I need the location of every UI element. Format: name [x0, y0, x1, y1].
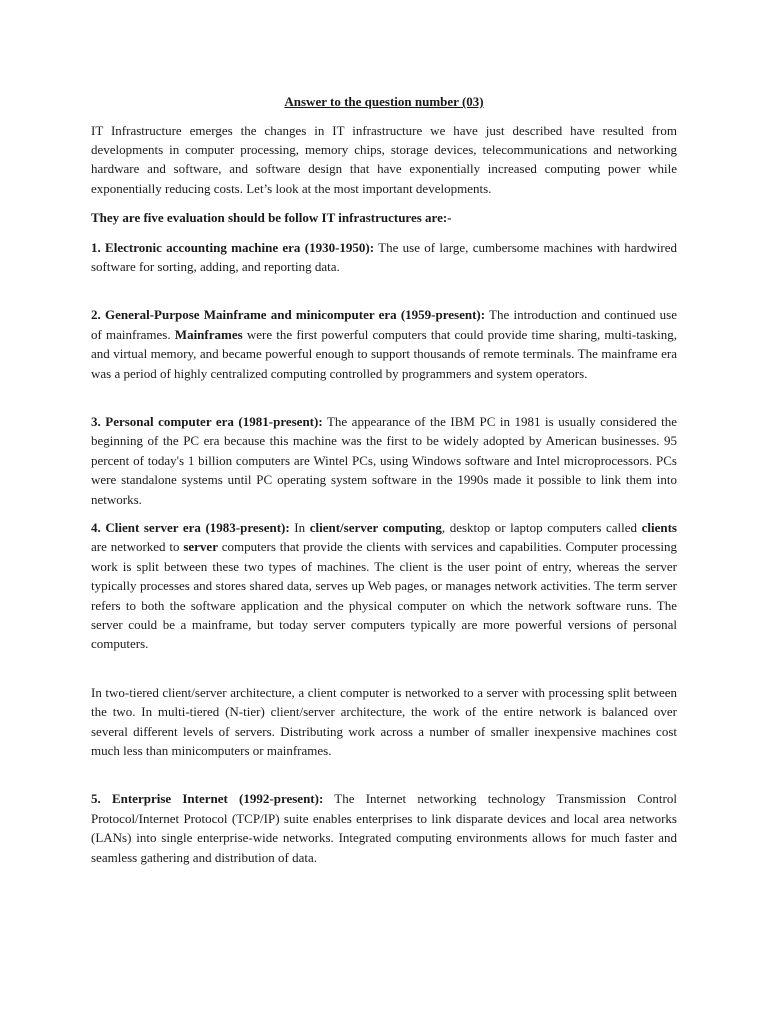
section-5-heading: 5. Enterprise Internet (1992-present): [91, 791, 324, 807]
intro-paragraph: IT Infrastructure emerges the changes in IT infrastructure we have just described have resulted from developments in computer processing, memory chips, storage devices, telecommunications and networking hardware and software, and software design that have exponentially increased computing power while exponentially reducing costs. Let’s look at the most important developments. [91, 122, 677, 196]
section-3-text: The appearance of the IBM PC in 1981 is usually considered the beginning of the PC era because this machine was the first to be widely adopted by American businesses. 95 percent of today's 1 billion computers are Wintel PCs, using Windows software and Intel microprocessors. PCs were standalone systems until PC operating system software in the 1990s made it possible to link them into networks. [91, 413, 677, 507]
section-4-paragraph [91, 518, 677, 654]
section-1-heading: 1. Electronic accounting machine era (1930-1950): [91, 239, 375, 255]
document-page [91, 92, 677, 867]
section-2-paragraph [91, 305, 677, 383]
section-2-heading: 2. General-Purpose Mainframe and minicomputer era (1959-present): [91, 307, 486, 323]
section-5-paragraph [91, 789, 677, 867]
section-4-text-a: In [289, 520, 310, 535]
section-4-text-d: computers that provide the clients with services and capabilities. Computer processing work is split between these two types of machines. The client is the user point of entry, whereas the server typically processes and stores shared data, serves up Web pages, or manages network activities. The term server refers to both the software application and the physical computer on which the network software runs. The server could be a mainframe, but today server computers typically are more powerful versions of personal computers. [91, 539, 677, 652]
section-4-heading: 4. Client server era (1983-present): [91, 520, 290, 535]
section-1-paragraph [91, 238, 677, 277]
section-4-text-b: , desktop or laptop computers called [441, 520, 642, 535]
section-2-bold-a: Mainframes [174, 326, 243, 342]
subheading: They are five evaluation should be follow IT infrastructures are:- [91, 210, 452, 226]
section-2-text-b: were the first powerful computers that could provide time sharing, multi-tasking, and virtual memory, and became powerful enough to support thousands of remote terminals. The mainframe era was a period of highly centralized computing controlled by programmers and system operators. [91, 326, 678, 381]
section-1-text: The use of large, cumbersome machines with hardwired software for sorting, adding, and reporting data. [91, 239, 677, 274]
document-title: Answer to the question number (03) [284, 94, 484, 109]
section-4-bold-b: clients [641, 520, 677, 535]
section-4-paragraph-2: In two-tiered client/server architecture, a client computer is networked to a server with processing split between the two. In multi-tiered (N-tier) client/server architecture, the work of the entire network is balanced over several different levels of servers. Distributing work across a number of smaller inexpensive machines cost much less than minicomputers or mainframes. [91, 684, 677, 759]
section-3-paragraph [91, 412, 677, 509]
section-4-text-c: are networked to [91, 539, 184, 555]
section-4-bold-a: client/server computing [309, 520, 442, 535]
section-5-text: The Internet networking technology Transmission Control Protocol/Internet Protocol (TCP/IP) suite enables enterprises to link disparate devices and local area networks (LANs) into single enterprise-wide networks. Integrated computing environments allows for much faster and seamless gathering and distribution of data. [91, 791, 677, 865]
section-2-text-a: The introduction and continued use of mainframes. [91, 307, 677, 342]
section-4-bold-c: server [183, 539, 218, 555]
section-3-heading: 3. Personal computer era (1981-present): [91, 413, 323, 429]
